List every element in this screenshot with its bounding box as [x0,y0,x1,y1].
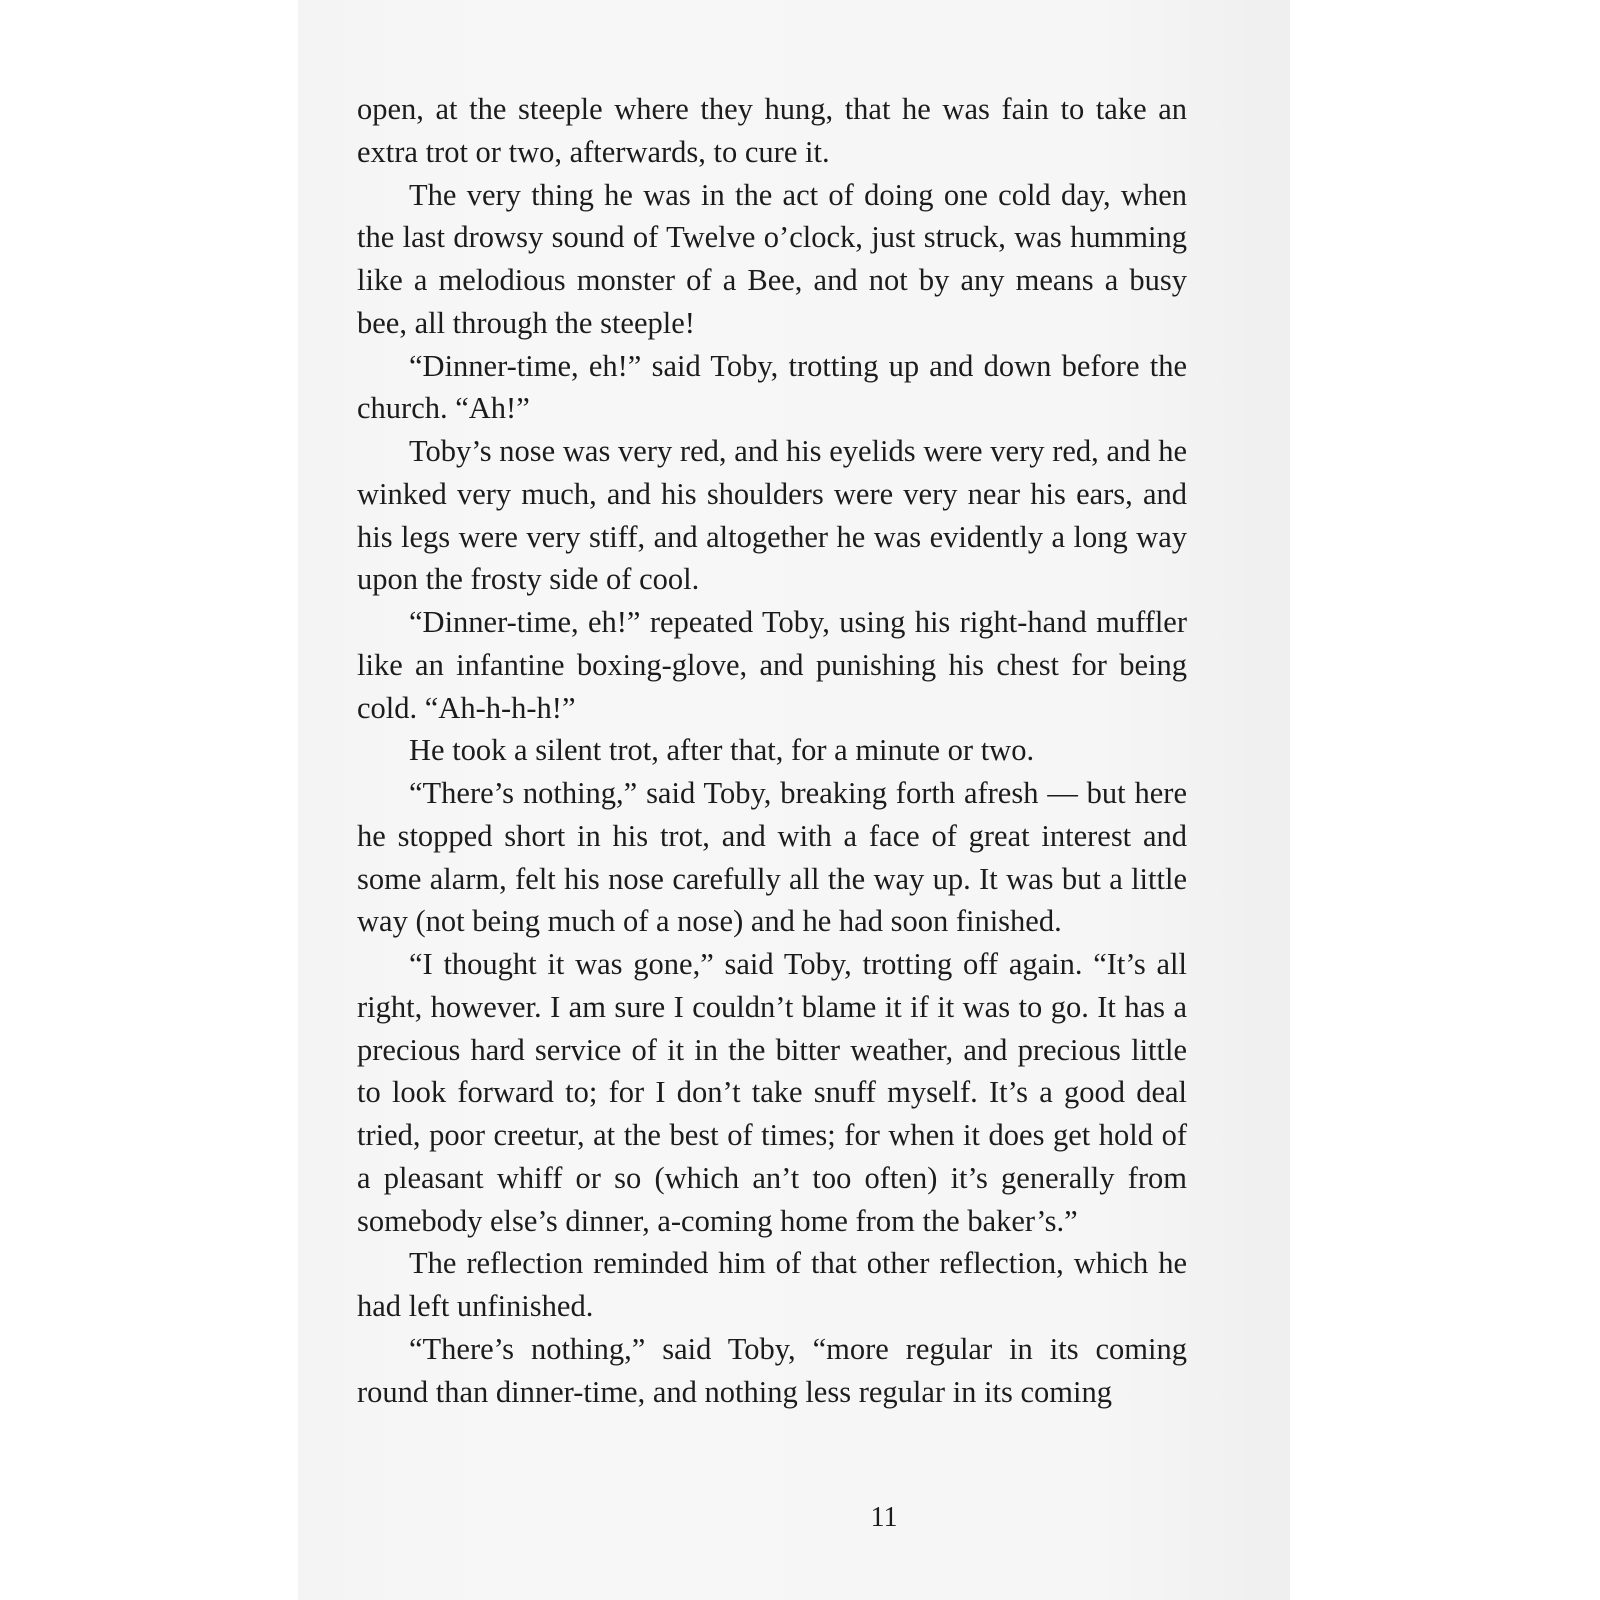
paragraph: Toby’s nose was very red, and his eyelids were very red, and he winked very much, and his shoulders were very near his ears, and his legs were very stiff, and altogether he was evidently a long way upon the frosty side of cool. [357,434,1187,597]
body-text [357,88,1187,1413]
paragraph: “There’s nothing,” said Toby, “more regular in its coming round than dinner-time, and nothing less regular in its coming [357,1331,1187,1409]
page-number-row [0,1502,1600,1534]
paragraph: He took a silent trot, after that, for a minute or two. [409,733,1035,768]
paragraph: “There’s nothing,” said Toby, breaking forth afresh — but here he stopped short in his trot, and with a face of great interest and some alarm, felt his nose carefully all the way up. It was but a little way (not being much of a nose) and he had soon finished. [357,776,1187,939]
page-number: 11 [870,1502,898,1533]
paragraph: “Dinner-time, eh!” repeated Toby, using his right-hand muffler like an infantine boxing-glove, and punishing his chest for being cold. “Ah-h-h-h!” [357,605,1187,725]
paragraph: open, at the steeple where they hung, that he was fain to take an extra trot or two, afterwards, to cure it. [357,92,1187,169]
paragraph: The reflection reminded him of that other reflection, which he had left unfinished. [357,1246,1187,1323]
paragraph: The very thing he was in the act of doing one cold day, when the last drowsy sound of Twelve o’clock, just struck, was humming like a melodious monster of a Bee, and not by any means a busy bee, all through the steeple! [357,177,1187,340]
paragraph: “I thought it was gone,” said Toby, trotting off again. “It’s all right, however. I am sure I couldn’t blame it if it was to go. It has a precious hard service of it in the bitter weather, and precious little to look forward to; for I don’t take snuff myself. It’s a good deal tried, poor creetur, at the best of times; for when it does get hold of a pleasant whiff or so (which an’t too often) it’s generally from somebody else’s dinner, a-coming home from the baker’s.” [357,947,1187,1238]
paragraph: “Dinner-time, eh!” said Toby, trotting up and down before the church. “Ah!” [357,348,1187,426]
